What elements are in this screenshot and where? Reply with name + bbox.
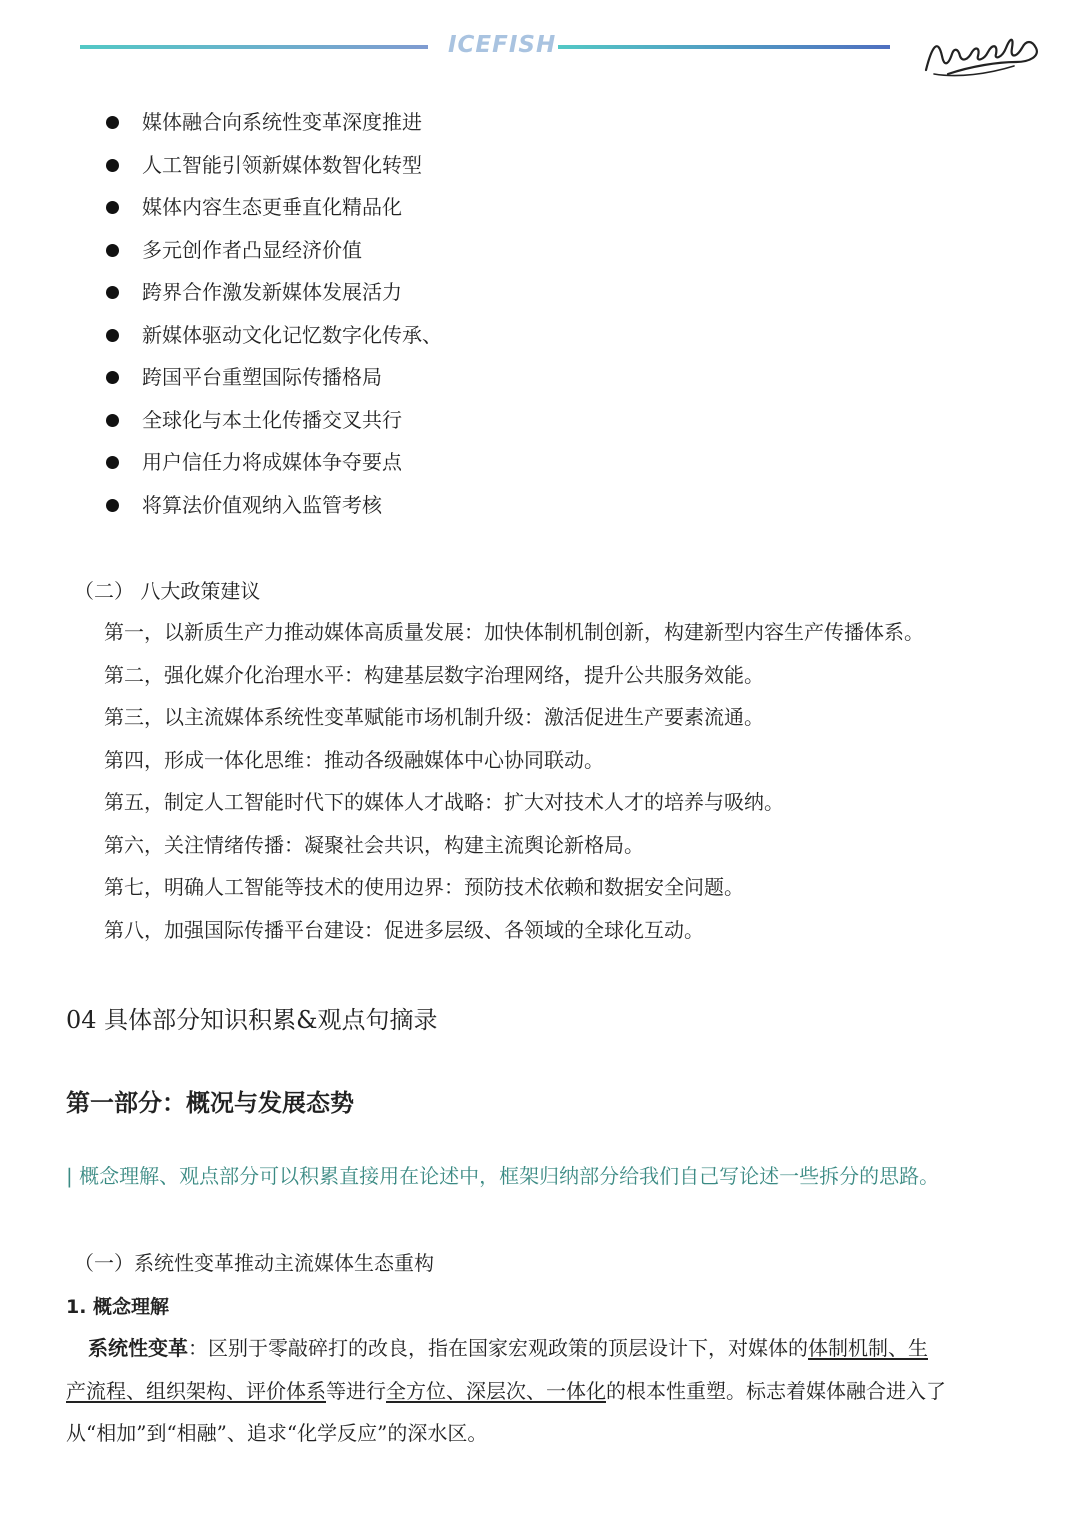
header-rule-right xyxy=(558,45,890,49)
term-label: 系统性变革 xyxy=(88,1336,188,1360)
subsection-heading: （一）系统性变革推动主流媒体生态重构 xyxy=(74,1251,434,1275)
policy-item: 第七，明确人工智能等技术的使用边界：预防技术依赖和数据安全问题。 xyxy=(104,875,744,899)
list-item: 全球化与本土化传播交叉共行 xyxy=(0,399,1080,442)
list-item: 新媒体驱动文化记忆数字化传承、 xyxy=(0,314,1080,357)
bullet-icon xyxy=(106,244,119,257)
policy-list xyxy=(104,611,1044,951)
brand-logo: ICEFISH xyxy=(448,32,557,58)
policy-item: 第三，以主流媒体系统性变革赋能市场机制升级：激活促进生产要素流通。 xyxy=(104,705,764,729)
list-item: 媒体融合向系统性变革深度推进 xyxy=(0,101,1080,144)
paragraph-line: 产流程、组织架构、评价体系等进行全方位、深层次、一体化的根本性重塑。标志着媒体融合进入了 xyxy=(66,1378,946,1403)
bullet-icon xyxy=(106,329,119,342)
list-item: 跨界合作激发新媒体发展活力 xyxy=(0,271,1080,314)
part-1-title: 第一部分：概况与发展态势 xyxy=(66,1088,354,1117)
list-item: 媒体内容生态更垂直化精品化 xyxy=(0,186,1080,229)
underlined-term: 产流程、组织架构、评价体系 xyxy=(66,1378,326,1403)
bullet-icon xyxy=(106,159,119,172)
signature-logo xyxy=(918,26,1046,82)
concept-paragraph xyxy=(66,1327,1018,1455)
trends-list xyxy=(0,101,1080,526)
bullet-icon xyxy=(106,116,119,129)
policy-item: 第二，强化媒介化治理水平：构建基层数字治理网络，提升公共服务效能。 xyxy=(104,662,764,687)
bullet-icon xyxy=(106,499,119,512)
note-callout: | 概念理解、观点部分可以积累直接用在论述中，框架归纳部分给我们自己写论述一些拆分的思路。 xyxy=(66,1164,940,1188)
list-item: 将算法价值观纳入监管考核 xyxy=(0,484,1080,527)
policy-heading: （二） 八大政策建议 xyxy=(74,579,261,603)
policy-item: 第五，制定人工智能时代下的媒体人才战略：扩大对技术人才的培养与吸纳。 xyxy=(104,790,784,814)
list-item: 多元创作者凸显经济价值 xyxy=(0,229,1080,272)
paragraph-line: 从“相加”到“相融”、追求“化学反应”的深水区。 xyxy=(66,1421,488,1445)
policy-item: 第一，以新质生产力推动媒体高质量发展：加快体制机制创新，构建新型内容生产传播体系。 xyxy=(104,620,924,644)
list-item: 跨国平台重塑国际传播格局 xyxy=(0,356,1080,399)
underlined-term: 体制机制、生 xyxy=(808,1336,928,1360)
paragraph-line: 系统性变革：区别于零敲碎打的改良，指在国家宏观政策的顶层设计下，对媒体的体制机制、生 xyxy=(88,1336,928,1360)
list-item: 人工智能引领新媒体数智化转型 xyxy=(0,144,1080,187)
bullet-icon xyxy=(106,414,119,427)
policy-item: 第四，形成一体化思维：推动各级融媒体中心协同联动。 xyxy=(104,747,604,772)
section-04-title: 04 具体部分知识积累&观点句摘录 xyxy=(66,1006,438,1034)
bullet-icon xyxy=(106,201,119,214)
underlined-term: 全方位、深层次、一体化 xyxy=(386,1378,606,1403)
bullet-icon xyxy=(106,456,119,469)
bullet-icon xyxy=(106,286,119,299)
bullet-icon xyxy=(106,371,119,384)
policy-item: 第八，加强国际传播平台建设：促进多层级、各领域的全球化互动。 xyxy=(104,917,704,942)
concept-heading: 1. 概念理解 xyxy=(66,1296,170,1318)
list-item: 用户信任力将成媒体争夺要点 xyxy=(0,441,1080,484)
policy-item: 第六，关注情绪传播：凝聚社会共识，构建主流舆论新格局。 xyxy=(104,832,644,857)
header-rule-left xyxy=(80,45,428,49)
